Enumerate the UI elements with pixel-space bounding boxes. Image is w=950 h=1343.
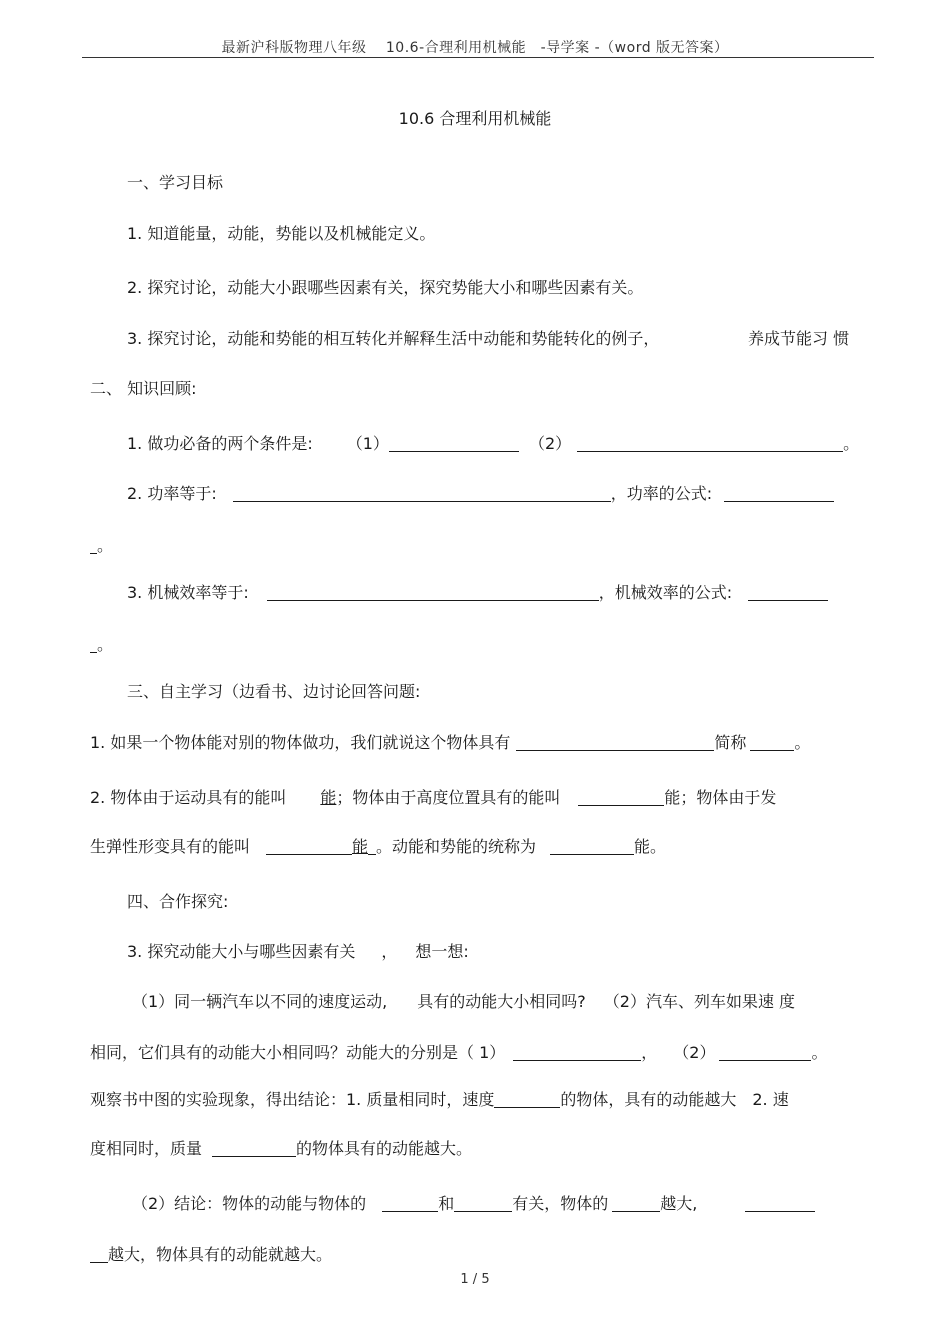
review-q3-blank-1[interactable]: [267, 584, 599, 601]
review-q2-end-mark: 。: [97, 536, 114, 555]
explore-3: [127, 939, 469, 962]
self-study-q2-energy-2: 能: [352, 837, 369, 856]
conclusion-text-3: 越大,: [660, 1194, 698, 1213]
goal-3: 3. 探究讨论，动能和势能的相互转化并解释生活中动能和势能转化的例子，: [127, 329, 660, 348]
self-study-q2-energy-1: 能: [320, 788, 337, 807]
review-q1-blank-2[interactable]: [577, 435, 843, 452]
self-study-q2-blank-2[interactable]: [266, 838, 352, 855]
conclusion-text-2: 有关，物体的: [512, 1194, 609, 1213]
explore-line-3-a: 观察书中图的实验现象，得出结论：1. 质量相同时，速度: [90, 1090, 495, 1109]
self-study-q1-abbr-label: 简称: [714, 733, 747, 752]
self-study-q2-text: 2. 物体由于运动具有的能叫: [90, 788, 287, 807]
conclusion-blank-3[interactable]: [612, 1195, 660, 1212]
explore-line-2-blank-2[interactable]: [719, 1044, 811, 1061]
explore-line-2-label-2: （2）: [673, 1043, 716, 1062]
review-q1-label-2: （2）: [528, 434, 572, 453]
review-q2: [127, 481, 834, 504]
explore-line-2-comma: ，: [641, 1043, 658, 1062]
self-study-q1-end: 。: [794, 733, 811, 752]
explore-line-2-end: 。: [811, 1043, 828, 1062]
review-q3-blank-2[interactable]: [748, 584, 828, 601]
explore-line-1-a: （1）同一辆汽车以不同的速度运动,: [132, 992, 388, 1011]
review-q2-blank-1[interactable]: [233, 485, 611, 502]
self-study-q2-line1: [90, 785, 776, 808]
review-q2-end: [90, 533, 113, 556]
explore-line-4-blank[interactable]: [212, 1140, 296, 1157]
review-q1: [127, 431, 859, 454]
conclusion-text-4: 越大，物体具有的动能就越大。: [108, 1245, 333, 1264]
page-title: 10.6 合理利用机械能: [398, 109, 552, 128]
review-q1-label-1: （1）: [346, 434, 389, 453]
explore-3-text: 3. 探究动能大小与哪些因素有关: [127, 942, 356, 961]
self-study-q2-blank-3[interactable]: [550, 838, 634, 855]
self-study-q2-text-3: 能；物体由于发: [664, 788, 777, 807]
conclusion-blank-4-tail[interactable]: [90, 1246, 108, 1263]
explore-line-2-a: 相同，它们具有的动能大小相同吗？动能大的分别是（ 1）: [90, 1043, 506, 1062]
self-study-q2-text-4: 生弹性形变具有的能叫: [90, 837, 251, 856]
review-q1-blank-1[interactable]: [389, 435, 519, 452]
self-study-q2-text-5: 。动能和势能的统称为: [376, 837, 537, 856]
review-q3-end-mark: 。: [97, 635, 114, 654]
review-q1-text: 1. 做功必备的两个条件是:: [127, 434, 313, 453]
section-1-heading: 一、学习目标: [127, 173, 224, 192]
explore-line-2: [90, 1040, 828, 1063]
review-q3-blank-tail[interactable]: [90, 636, 97, 653]
review-q2-formula-label: ，功率的公式:: [610, 484, 713, 503]
explore-line-4-a: 度相同时，质量: [90, 1139, 203, 1158]
explore-line-4: [90, 1136, 472, 1159]
conclusion-text-1: （2）结论：物体的动能与物体的: [132, 1194, 367, 1213]
explore-line-1: [132, 989, 795, 1012]
review-q2-text: 2. 功率等于:: [127, 484, 217, 503]
conclusion-blank-2[interactable]: [454, 1195, 512, 1212]
section-2-heading: 二、 知识回顾:: [90, 379, 197, 398]
self-study-q1-blank-1[interactable]: [516, 734, 714, 751]
page-number: 1 / 5: [460, 1272, 490, 1287]
explore-3-think: 想一想:: [415, 942, 469, 961]
self-study-q2-text-6: 能。: [634, 837, 667, 856]
conclusion-and: 和: [438, 1194, 455, 1213]
explore-line-3-b: 的物体，具有的动能越大: [560, 1090, 737, 1109]
explore-line-1-b: 具有的动能大小相同吗?: [417, 992, 586, 1011]
explore-3-comma: ，: [381, 942, 398, 961]
self-study-q1: [90, 730, 810, 753]
section-3-heading: 三、自主学习（边看书、边讨论回答问题:: [127, 682, 421, 701]
self-study-q2-line2: [90, 834, 666, 857]
goal-1: 1. 知道能量，动能，势能以及机械能定义。: [127, 224, 436, 243]
review-q1-end: 。: [843, 434, 860, 453]
explore-line-1-c: （2）汽车、列车如果速 度: [603, 992, 796, 1011]
explore-line-3: [90, 1087, 789, 1110]
self-study-q2-blank-1[interactable]: [578, 789, 664, 806]
explore-line-3-blank[interactable]: [494, 1091, 560, 1108]
review-q3-end: [90, 632, 113, 655]
conclusion-line-1: [132, 1191, 815, 1214]
section-4-heading: 四、合作探究:: [127, 892, 229, 911]
review-q3-text: 3. 机械效率等于:: [127, 583, 249, 602]
conclusion-blank-4[interactable]: [745, 1195, 815, 1212]
review-q3: [127, 580, 828, 603]
review-q2-blank-tail[interactable]: [90, 537, 97, 554]
explore-line-3-c: 2. 速: [752, 1090, 789, 1109]
review-q3-formula-label: ，机械效率的公式:: [598, 583, 733, 602]
header-divider: [82, 57, 874, 58]
conclusion-line-2: [90, 1242, 332, 1265]
conclusion-blank-1[interactable]: [382, 1195, 438, 1212]
page-header: 最新沪科版物理八年级 10.6-合理利用机械能 -导学案 -（word 版无答案）: [221, 40, 729, 56]
self-study-q2-blank-2-tail: [368, 838, 376, 855]
self-study-q1-blank-2[interactable]: [750, 734, 794, 751]
self-study-q2-text-2: ；物体由于高度位置具有的能叫: [336, 788, 561, 807]
review-q2-blank-2[interactable]: [724, 485, 834, 502]
self-study-q1-text: 1. 如果一个物体能对别的物体做功，我们就说这个物体具有: [90, 733, 511, 752]
explore-line-2-blank-1[interactable]: [513, 1044, 641, 1061]
goal-3-continued: 养成节能习 惯: [748, 329, 850, 348]
explore-line-4-b: 的物体具有的动能越大。: [296, 1139, 473, 1158]
goal-2: 2. 探究讨论，动能大小跟哪些因素有关，探究势能大小和哪些因素有关。: [127, 278, 644, 297]
